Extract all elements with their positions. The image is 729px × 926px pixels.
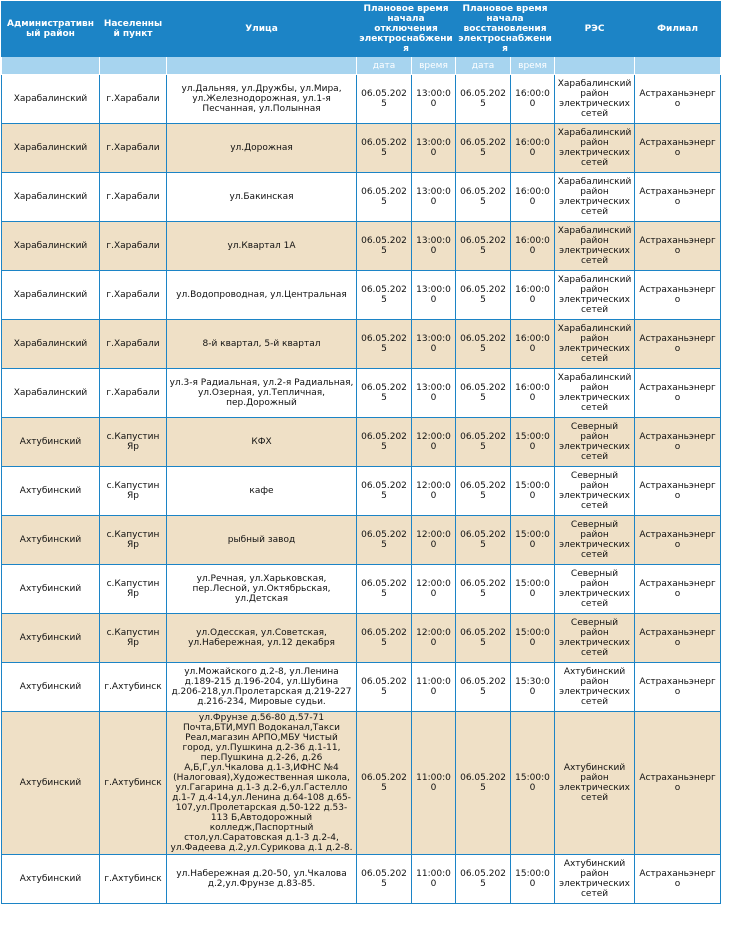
cell-street: ул.Фрунзе д.56-80 д.57-71 Почта,БТИ,МУП Водоканал,Такси Реал,магазин АРПО,МБУ Чистый город, ул.Пушкина д.2-36 д.1-11, пер.Пушкина д.2-26, д.26 А,Б,Г,ул.Чкалова д.1-3,ИФНС №4 (Налоговая),Художественная школа, ул.Гагарина д.1-3 д.2-6,ул.Гастелло д.1-7 д.4-14,ул.Ленина д.64-108 д.65-107,ул.Пролетарская д.50-122 д.53-113 Б,Автодорожный колледж,Паспортный стол,ул.Саратовская д.1-3 д.2-4, ул.Фадеева д.2,ул.Сурикова д.1 д.2-8.: [167, 712, 357, 855]
cell-on-time: 15:00:00: [511, 565, 555, 614]
table-row: [2, 516, 721, 565]
cell-on-time: 16:00:00: [511, 271, 555, 320]
header-off-time: Плановое время начала отключения электроснабжения: [357, 2, 456, 57]
cell-res: Ахтубинский район электрических сетей: [555, 663, 635, 712]
table-row: [2, 75, 721, 124]
cell-off-date: 06.05.2025: [357, 75, 412, 124]
cell-off-time: 13:00:00: [412, 124, 456, 173]
cell-district: Ахтубинский: [2, 565, 100, 614]
cell-res: Северный район электрических сетей: [555, 467, 635, 516]
cell-res: Харабалинский район электрических сетей: [555, 75, 635, 124]
cell-district: Харабалинский: [2, 222, 100, 271]
cell-district: Ахтубинский: [2, 516, 100, 565]
cell-branch: Астраханьэнерго: [635, 369, 721, 418]
cell-on-time: 15:00:00: [511, 614, 555, 663]
table-row: [2, 467, 721, 516]
cell-on-time: 15:00:00: [511, 516, 555, 565]
cell-locality: г.Ахтубинск: [100, 712, 167, 855]
subheader-blank: [100, 57, 167, 75]
cell-on-time: 16:00:00: [511, 320, 555, 369]
cell-off-time: 13:00:00: [412, 173, 456, 222]
subheader-blank: [2, 57, 100, 75]
cell-street: ул.Дальняя, ул.Дружбы, ул.Мира, ул.Железнодорожная, ул.1-я Песчанная, ул.Полынная: [167, 75, 357, 124]
cell-res: Северный район электрических сетей: [555, 418, 635, 467]
cell-off-date: 06.05.2025: [357, 369, 412, 418]
cell-on-date: 06.05.2025: [456, 614, 511, 663]
cell-district: Ахтубинский: [2, 663, 100, 712]
subheader-blank: [167, 57, 357, 75]
cell-locality: г.Харабали: [100, 369, 167, 418]
table-row: [2, 663, 721, 712]
subheader-blank: [555, 57, 635, 75]
cell-on-date: 06.05.2025: [456, 173, 511, 222]
cell-branch: Астраханьэнерго: [635, 565, 721, 614]
cell-on-date: 06.05.2025: [456, 75, 511, 124]
cell-district: Харабалинский: [2, 124, 100, 173]
cell-off-date: 06.05.2025: [357, 467, 412, 516]
table-row: [2, 565, 721, 614]
cell-off-date: 06.05.2025: [357, 320, 412, 369]
cell-off-time: 12:00:00: [412, 516, 456, 565]
cell-on-date: 06.05.2025: [456, 418, 511, 467]
cell-street: ул.Бакинская: [167, 173, 357, 222]
cell-locality: с.Капустин Яр: [100, 565, 167, 614]
table-row: [2, 271, 721, 320]
cell-locality: с.Капустин Яр: [100, 467, 167, 516]
cell-on-date: 06.05.2025: [456, 222, 511, 271]
cell-branch: Астраханьэнерго: [635, 855, 721, 904]
cell-locality: г.Харабали: [100, 124, 167, 173]
cell-on-time: 15:30:00: [511, 663, 555, 712]
cell-off-date: 06.05.2025: [357, 614, 412, 663]
cell-on-time: 15:00:00: [511, 418, 555, 467]
subheader-off-time: время: [412, 57, 456, 75]
cell-off-time: 13:00:00: [412, 369, 456, 418]
table-row: [2, 369, 721, 418]
cell-res: Северный район электрических сетей: [555, 614, 635, 663]
cell-on-time: 16:00:00: [511, 173, 555, 222]
cell-on-time: 15:00:00: [511, 712, 555, 855]
cell-res: Харабалинский район электрических сетей: [555, 173, 635, 222]
cell-on-time: 16:00:00: [511, 369, 555, 418]
cell-branch: Астраханьэнерго: [635, 271, 721, 320]
cell-on-date: 06.05.2025: [456, 712, 511, 855]
cell-district: Ахтубинский: [2, 855, 100, 904]
header-res: РЭС: [555, 2, 635, 57]
cell-on-date: 06.05.2025: [456, 320, 511, 369]
table-row: [2, 614, 721, 663]
cell-off-time: 13:00:00: [412, 75, 456, 124]
cell-off-time: 13:00:00: [412, 271, 456, 320]
cell-res: Северный район электрических сетей: [555, 516, 635, 565]
cell-locality: г.Харабали: [100, 222, 167, 271]
cell-street: ул.Набережная д.20-50, ул.Чкалова д.2,ул.Фрунзе д.83-85.: [167, 855, 357, 904]
cell-res: Харабалинский район электрических сетей: [555, 124, 635, 173]
cell-on-date: 06.05.2025: [456, 663, 511, 712]
cell-locality: с.Капустин Яр: [100, 516, 167, 565]
cell-district: Ахтубинский: [2, 418, 100, 467]
cell-branch: Астраханьэнерго: [635, 467, 721, 516]
subheader-on-time: время: [511, 57, 555, 75]
cell-res: Харабалинский район электрических сетей: [555, 320, 635, 369]
cell-district: Харабалинский: [2, 75, 100, 124]
cell-locality: г.Харабали: [100, 320, 167, 369]
cell-off-time: 12:00:00: [412, 565, 456, 614]
cell-branch: Астраханьэнерго: [635, 320, 721, 369]
table-row: [2, 124, 721, 173]
cell-off-time: 11:00:00: [412, 663, 456, 712]
cell-res: Харабалинский район электрических сетей: [555, 369, 635, 418]
cell-off-date: 06.05.2025: [357, 418, 412, 467]
cell-on-time: 16:00:00: [511, 222, 555, 271]
cell-off-time: 11:00:00: [412, 855, 456, 904]
cell-res: Харабалинский район электрических сетей: [555, 222, 635, 271]
cell-off-date: 06.05.2025: [357, 516, 412, 565]
cell-street: КФХ: [167, 418, 357, 467]
cell-locality: с.Капустин Яр: [100, 418, 167, 467]
table-row: [2, 320, 721, 369]
cell-off-date: 06.05.2025: [357, 173, 412, 222]
cell-district: Харабалинский: [2, 271, 100, 320]
cell-locality: г.Ахтубинск: [100, 663, 167, 712]
cell-res: Харабалинский район электрических сетей: [555, 271, 635, 320]
cell-on-time: 15:00:00: [511, 467, 555, 516]
cell-branch: Астраханьэнерго: [635, 663, 721, 712]
cell-street: кафе: [167, 467, 357, 516]
cell-street: рыбный завод: [167, 516, 357, 565]
cell-on-date: 06.05.2025: [456, 124, 511, 173]
cell-on-date: 06.05.2025: [456, 565, 511, 614]
table-row: [2, 173, 721, 222]
subheader-off-date: дата: [357, 57, 412, 75]
cell-locality: г.Харабали: [100, 271, 167, 320]
cell-locality: г.Ахтубинск: [100, 855, 167, 904]
cell-street: ул.Дорожная: [167, 124, 357, 173]
cell-off-date: 06.05.2025: [357, 712, 412, 855]
cell-branch: Астраханьэнерго: [635, 75, 721, 124]
cell-off-time: 13:00:00: [412, 222, 456, 271]
cell-on-date: 06.05.2025: [456, 467, 511, 516]
cell-branch: Астраханьэнерго: [635, 222, 721, 271]
cell-off-date: 06.05.2025: [357, 565, 412, 614]
cell-district: Харабалинский: [2, 173, 100, 222]
cell-locality: с.Капустин Яр: [100, 614, 167, 663]
table-row: [2, 222, 721, 271]
cell-street: 8-й квартал, 5-й квартал: [167, 320, 357, 369]
cell-locality: г.Харабали: [100, 173, 167, 222]
table-row: [2, 418, 721, 467]
subheader-blank: [635, 57, 721, 75]
cell-district: Ахтубинский: [2, 467, 100, 516]
header-district: Административный район: [2, 2, 100, 57]
cell-locality: г.Харабали: [100, 75, 167, 124]
cell-on-time: 16:00:00: [511, 75, 555, 124]
cell-on-time: 15:00:00: [511, 855, 555, 904]
cell-district: Ахтубинский: [2, 614, 100, 663]
cell-street: ул.Можайского д.2-8, ул.Ленина д.189-215 д.196-204, ул.Шубина д.206-218,ул.Пролетарская д.219-227 д.216-234, Мировые судьи.: [167, 663, 357, 712]
cell-street: ул.Одесская, ул.Советская, ул.Набережная, ул.12 декабря: [167, 614, 357, 663]
header-branch: Филиал: [635, 2, 721, 57]
cell-street: ул.Квартал 1А: [167, 222, 357, 271]
cell-district: Ахтубинский: [2, 712, 100, 855]
cell-branch: Астраханьэнерго: [635, 614, 721, 663]
cell-off-time: 12:00:00: [412, 467, 456, 516]
cell-branch: Астраханьэнерго: [635, 124, 721, 173]
cell-street: ул.3-я Радиальная, ул.2-я Радиальная, ул.Озерная, ул.Тепличная, пер.Дорожный: [167, 369, 357, 418]
cell-branch: Астраханьэнерго: [635, 516, 721, 565]
cell-off-date: 06.05.2025: [357, 222, 412, 271]
outage-table: [1, 1, 721, 904]
cell-on-date: 06.05.2025: [456, 855, 511, 904]
table-row: [2, 855, 721, 904]
header-locality: Населенный пункт: [100, 2, 167, 57]
cell-branch: Астраханьэнерго: [635, 712, 721, 855]
subheader-on-date: дата: [456, 57, 511, 75]
cell-off-date: 06.05.2025: [357, 124, 412, 173]
cell-off-date: 06.05.2025: [357, 663, 412, 712]
table-row: [2, 712, 721, 855]
cell-off-time: 11:00:00: [412, 712, 456, 855]
cell-off-date: 06.05.2025: [357, 855, 412, 904]
cell-off-time: 12:00:00: [412, 418, 456, 467]
cell-on-time: 16:00:00: [511, 124, 555, 173]
cell-res: Ахтубинский район электрических сетей: [555, 712, 635, 855]
cell-res: Северный район электрических сетей: [555, 565, 635, 614]
cell-on-date: 06.05.2025: [456, 516, 511, 565]
header-on-time: Плановое время начала восстановления электроснабжения: [456, 2, 555, 57]
cell-on-date: 06.05.2025: [456, 369, 511, 418]
cell-branch: Астраханьэнерго: [635, 173, 721, 222]
cell-branch: Астраханьэнерго: [635, 418, 721, 467]
cell-on-date: 06.05.2025: [456, 271, 511, 320]
cell-off-date: 06.05.2025: [357, 271, 412, 320]
cell-off-time: 13:00:00: [412, 320, 456, 369]
cell-street: ул.Речная, ул.Харьковская, пер.Лесной, ул.Октябрьская, ул.Детская: [167, 565, 357, 614]
cell-res: Ахтубинский район электрических сетей: [555, 855, 635, 904]
cell-district: Харабалинский: [2, 369, 100, 418]
header-street: Улица: [167, 2, 357, 57]
cell-off-time: 12:00:00: [412, 614, 456, 663]
cell-district: Харабалинский: [2, 320, 100, 369]
cell-street: ул.Водопроводная, ул.Центральная: [167, 271, 357, 320]
